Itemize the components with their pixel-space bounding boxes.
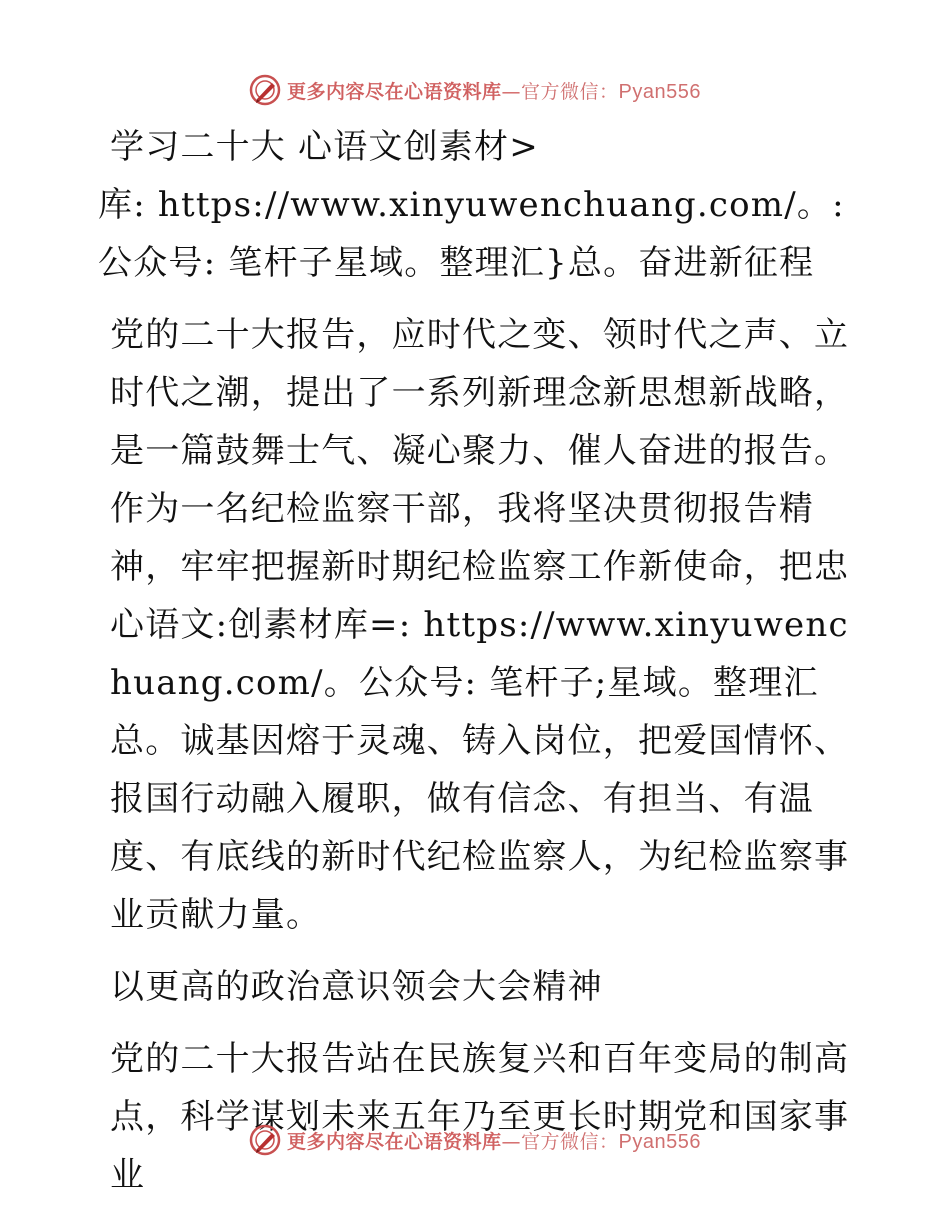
footer-banner [0, 1120, 950, 1160]
paragraph-continued: 党的二十大报告站在民族复兴和百年变局的制高点，科学谋划未来五年乃至更长时期党和国家事业 [110, 1039, 850, 1195]
footer-wechat-id: Pyan556 [618, 1130, 701, 1153]
paragraph-main: 党的二十大报告，应时代之变、领时代之声、立时代之潮，提出了一系列新理念新思想新战略，是一篇鼓舞士气、凝心聚力、催人奋进的报告。作为一名纪检监察干部，我将坚决贯彻报告精神，牢牢把握新时期纪检监察工作新使命，把忠心语文:创素材库=: https://www.xinyuwenchuang.com/。公众号: 笔杆子;星域。整理汇总。诚基因熔于灵魂、铸入岗位，把爱国情怀、报国行动融入履职，做有信念、有担当、有温度、有底线的新时代纪检监察人，为纪检监察事业贡献力量。 [110, 315, 850, 935]
section-heading: 以更高的政治意识领会大会精神 [110, 967, 603, 1007]
paragraph-title-line: 学习二十大 心语文创素材> [110, 127, 539, 167]
header-banner [0, 70, 950, 110]
header-wechat-label: 官方微信： [521, 80, 619, 103]
footer-banner-separator: — [501, 1130, 522, 1153]
header-wechat-id: Pyan556 [618, 80, 701, 103]
document-body [98, 118, 858, 1204]
header-banner-separator: — [501, 80, 522, 103]
footer-banner-text [287, 1127, 701, 1154]
header-banner-title: 更多内容尽在心语资料库 [287, 80, 502, 103]
paragraph-source-line: 库: https://www.xinyuwenchuang.com/。:公众号: 笔杆子星域。整理汇}总。奋进新征程 [98, 185, 845, 283]
footer-wechat-label: 官方微信： [521, 1130, 619, 1153]
footer-banner-title: 更多内容尽在心语资料库 [287, 1130, 502, 1153]
pen-logo-icon [249, 1124, 281, 1156]
header-banner-text [287, 77, 701, 104]
pen-logo-icon [249, 74, 281, 106]
